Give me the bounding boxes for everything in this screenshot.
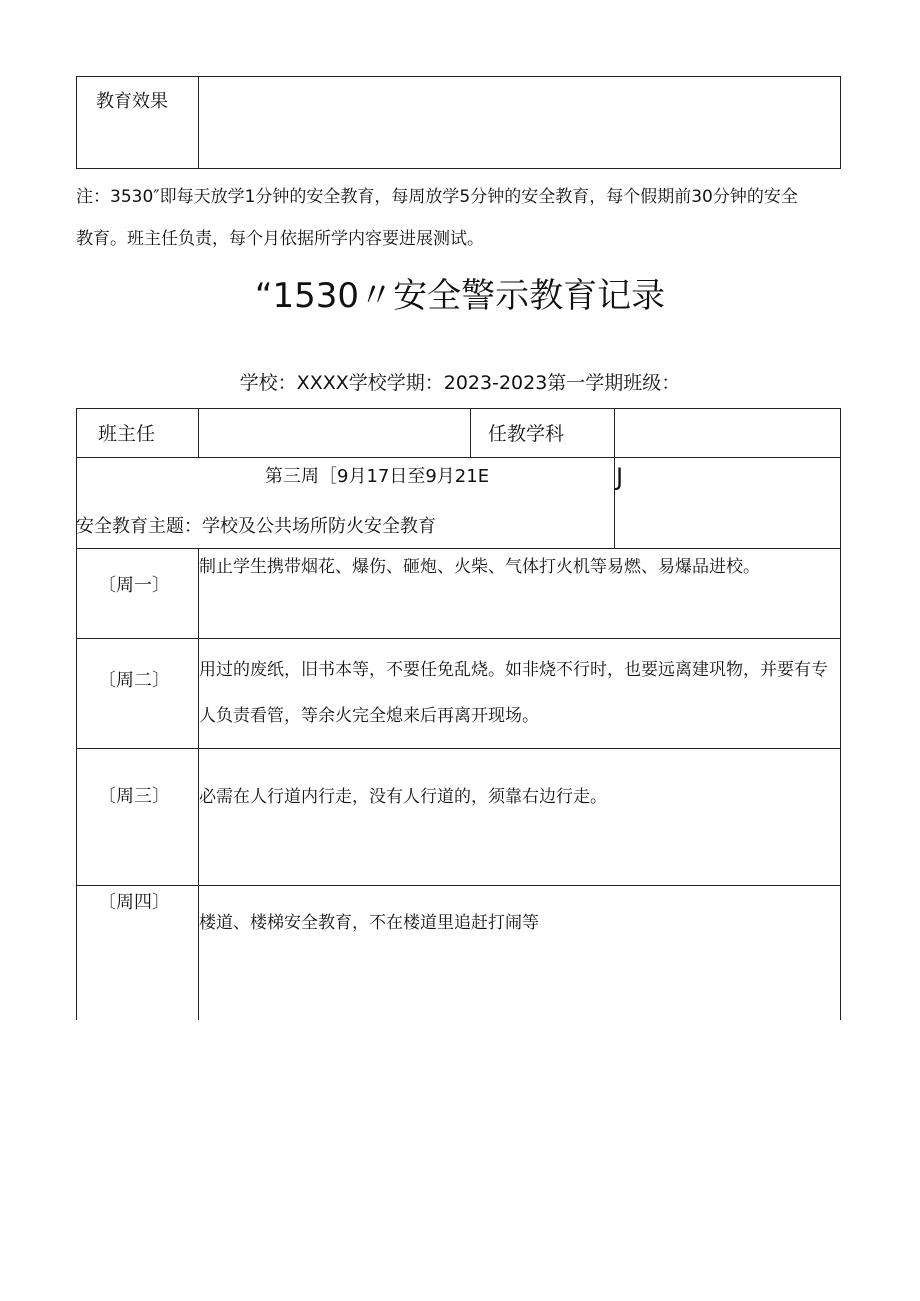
day-content-wednesday: 必需在人行道内行走，没有人行道的，须靠右边行走。 [199,787,607,807]
day-label-thursday: 〔周四〕 [98,892,170,913]
day-content-tuesday-line1: 用过的废纸，旧书本等，不要任免乱烧。如非烧不行时，也要远离建巩物，并要有专 [199,660,828,680]
note-line-1: 注：3530″即每天放学1分钟的安全教育，每周放学5分钟的安全教育，每个假期前30分钟的安全 [76,187,798,207]
table-divider [198,76,199,169]
day-content-monday: 制止学生携带烟花、爆伤、砸炮、火柴、气体打火机等易燃、易爆品进校。 [199,557,760,577]
record-row-line [76,885,841,886]
record-row-line [76,548,841,549]
record-col-divider [614,408,615,549]
table-border-left [76,76,77,169]
subject-label: 任教学科 [488,423,565,445]
day-content-tuesday-line2: 人负责看管，等余火完全熄来后再离开现场。 [199,706,539,726]
table-border-right [840,76,841,169]
education-effect-label: 教育效果 [96,91,168,112]
record-col-divider [470,408,471,458]
page-title: “1530〃安全警示教育记录 [254,276,666,316]
record-row-line [76,638,841,639]
record-row-line [76,457,841,458]
record-col-divider [198,408,199,458]
day-content-thursday: 楼道、楼梯安全教育，不在楼道里追赶打闹等 [199,913,539,933]
day-label-wednesday: 〔周三〕 [98,786,170,807]
day-label-tuesday: 〔周二〕 [98,670,170,691]
record-table-border-left [76,408,77,1020]
record-row-line [76,748,841,749]
table-border-top [76,76,841,77]
education-theme: 安全教育主题：学校及公共场所防火安全教育 [76,516,436,537]
note-line-2: 教育。班主任负责，每个月依据所学内容要进展测试。 [76,229,484,249]
table-border-bottom [76,168,841,169]
day-label-monday: 〔周一〕 [98,575,170,596]
stray-mark: J [616,463,624,491]
record-col-divider [198,548,199,1020]
record-table-border-right [840,408,841,1020]
school-info-line: 学校：XXXX学校学期：2023-2023第一学期班级： [239,372,681,394]
record-table-border-top [76,408,841,409]
week-range: 第三周［9月17日至9月21E [265,466,490,487]
head-teacher-label: 班主任 [98,423,156,445]
